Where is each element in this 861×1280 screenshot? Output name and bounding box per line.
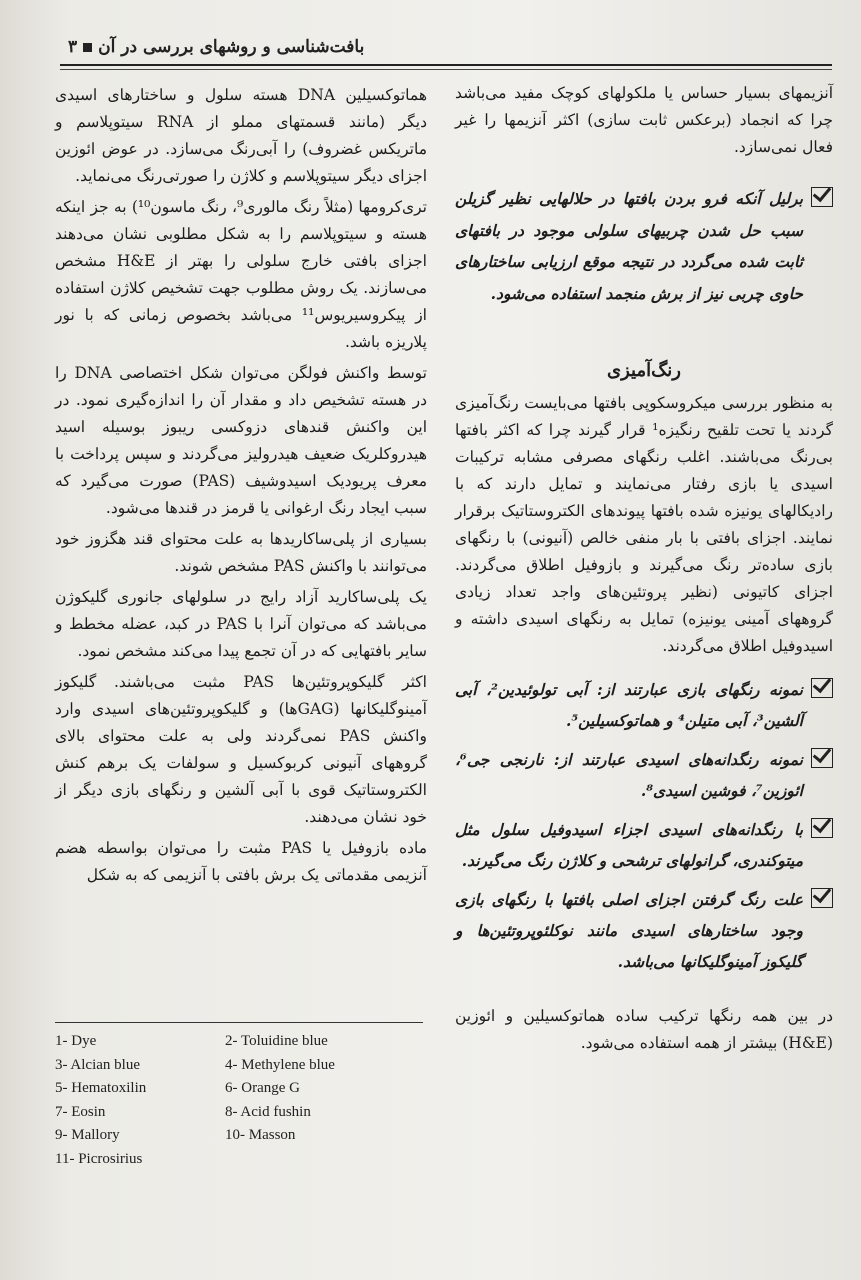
footnote-item: 6- Orange G bbox=[225, 1080, 300, 1096]
footnote-item: 8- Acid fushin bbox=[225, 1103, 311, 1120]
paragraph-glycoproteins: اکثر گلیکوپروتئین‌ها PAS مثبت می‌باشند. گلیکوز آمینوگلیکانها (GAGها) و گلیکوپروتئین‌های اسیدی وارد واکنش PAS نمی‌گردند ولی به علت محتوای بالای گروههای آنیونی کربوکسیل و سولفات یک برهم کنش الکتروستاتیک قوی با آبی آلشین و رنگهای بازی دیگر از خود نشان می‌دهند. bbox=[55, 673, 427, 826]
header-rule-thick bbox=[60, 64, 832, 66]
check-text: نمونه رنگدانه‌های اسیدی عبارتند از: نارنجی جی⁶، ائوزین⁷، فوشین اسیدی⁸. bbox=[455, 750, 803, 800]
footnote-item: 7- Eosin bbox=[55, 1103, 106, 1120]
footnote-item bbox=[225, 1148, 375, 1171]
footnote-item: 3- Alcian blue bbox=[55, 1056, 140, 1073]
running-header bbox=[60, 34, 830, 60]
note-fat-text: برلیل آنکه فرو بردن بافتها در حلالهایی نظیر گزیلن سبب حل شدن چربیهای سلولی موجود در بافتهای ثابت شده می‌گردد در نتیجه موقع ارزیابی ساختارهای حاوی چربی نیز از برش منجمد استفاده می‌شود. bbox=[455, 189, 803, 303]
header-rule-thin bbox=[60, 69, 832, 70]
checkbox-icon bbox=[811, 678, 833, 698]
footnote-item: 2- Toluidine blue bbox=[225, 1033, 328, 1049]
footnote-item: 4- Methylene blue bbox=[225, 1056, 335, 1073]
checkbox-icon bbox=[811, 818, 833, 838]
footnotes bbox=[55, 1030, 375, 1170]
left-column bbox=[55, 82, 427, 893]
check-text: علت رنگ گرفتن اجزای اصلی بافتها با رنگهای بازی وجود ساختارهای اسیدی مانند نوکلئوپروتئین‌ها و گلیکوز آمینوگلیکانها می‌باشد. bbox=[455, 890, 803, 971]
note-fat-item bbox=[455, 183, 833, 309]
staining-paragraph: به منظور بررسی میکروسکوپی بافتها می‌بایست رنگ‌آمیزی گردند یا تحت تلقیح رنگیزه¹ قرار گیرند چرا که اکثر بافتها بی‌رنگ می‌باشند. اغلب رنگهای مصرفی مشابه ترکیبات اسیدی یا بازی رفتار می‌نمایند و تمایل دارند که با رادیکالهای یونیزه شده بافتها پیوندهای الکتروستاتیک برقرار نمایند. اجزای بافتی با بار منفی خالص (آنیونی) با رنگهای بازی ساده‌تر رنگ می‌گیرند و بازوفیل اطلاق می‌گردند. اجزای کاتیونی (نظیر پروتئین‌های واجد تعداد زیادی گروههای آمینی یونیزه) تمایل به رنگهای اسیدی داشته و اسیدوفیل اطلاق می‌گردند. bbox=[455, 394, 833, 655]
page-number: ۳ bbox=[68, 37, 78, 57]
check-item-basophil bbox=[455, 884, 833, 977]
check-item-acid-dyes bbox=[455, 744, 833, 806]
paragraph-hematoxylin: هماتوکسیلین DNA هسته سلول و ساختارهای اسیدی دیگر (مانند قسمتهای مملو از RNA سیتوپلاسم و ماتریکس غضروف) را آبی‌رنگ می‌سازد. در عوض ائوزین اجزای دیگر سیتوپلاسم و کلاژن را صورتی‌رنگ می‌نماید. bbox=[55, 86, 427, 185]
checkbox-icon bbox=[811, 748, 833, 768]
intro-paragraph: آنزیمهای بسیار حساس یا ملکولهای کوچک مفید می‌باشد چرا که انجماد (برعکس ثابت سازی) اکثر آنزیمها را غیر فعال نمی‌سازد. bbox=[455, 84, 833, 156]
paragraph-feulgen: توسط واکنش فولگن می‌توان شکل اختصاصی DNA را در هسته تشخیص داد و مقدار آن را اندازه‌گیری نمود. در این واکنش قندهای دزوکسی ریبوز بوسیله اسید هیدروکلریک ضعیف هیدرولیز می‌گردند و سپس پرداخت با معرف پریودیک اسیدوشیف (PAS) صورت می‌گیرد که سبب ایجاد رنگ ارغوانی یا قرمز در قندها می‌شود. bbox=[55, 364, 428, 517]
footnote-item: 9- Mallory bbox=[55, 1127, 120, 1143]
header-title: بافت‌شناسی و روشهای بررسی در آن bbox=[98, 37, 365, 57]
check-item-basic-dyes bbox=[455, 674, 833, 736]
footnote-rule bbox=[55, 1022, 423, 1023]
check-text: با رنگدانه‌های اسیدی اجزاء اسیدوفیل سلول مثل میتوکندری، گرانولهای ترشحی و کلاژن رنگ می‌گیرند. bbox=[455, 820, 803, 870]
checkbox-icon bbox=[811, 888, 833, 908]
check-text: نمونه رنگهای بازی عبارتند از: آبی تولوئیدین²، آبی آلشین³، آبی متیلن⁴ و هماتوکسیلین⁵. bbox=[455, 680, 803, 730]
paragraph-enzymatic: ماده بازوفیل یا PAS مثبت را می‌توان بواسطه هضم آنزیمی مقدماتی یک برش بافتی با آنزیمی که به شکل bbox=[55, 839, 428, 884]
footnote-item: 10- Masson bbox=[225, 1127, 296, 1143]
footnote-item: 1- Dye bbox=[55, 1033, 97, 1049]
right-column bbox=[455, 80, 833, 1061]
footnote-item: 5- Hematoxilin bbox=[55, 1080, 147, 1096]
paragraph-polysaccharides: بسیاری از پلی‌ساکاریدها به علت محتوای قند هگزوز خود می‌توانند با واکنش PAS مشخص شوند. bbox=[55, 530, 427, 575]
checkbox-icon bbox=[811, 187, 833, 207]
check-item-acidophil bbox=[455, 814, 833, 876]
section-heading: رنگ‌آمیزی bbox=[607, 360, 681, 381]
paragraph-glycogen: یک پلی‌ساکارید آزاد رایج در سلولهای جانوری گلیکوژن می‌باشد که می‌توان آنرا با PAS در کبد، عضله مخطط و سایر بافتهایی که در آن تجمع پیدا می‌کند مشخص نمود. bbox=[55, 588, 427, 660]
paragraph-trichrome: تری‌کرومها (مثلاً رنگ مالوری⁹، رنگ ماسون¹⁰) به جز اینکه هسته و سیتوپلاسم را به شکل مطلوبی نشان می‌دهند اجزای بافتی خارج سلولی را بهتر از H&E مشخص می‌سازند. یک روش مطلوب جهت تشخیص کلاژن استفاده از پیکروسیریوس¹¹ می‌باشد بخصوص زمانی که با نور پلاریزه باشد. bbox=[55, 198, 427, 351]
closing-paragraph: در بین همه رنگها ترکیب ساده هماتوکسیلین و ائوزین (H&E) بیشتر از همه استفاده می‌شود. bbox=[455, 1007, 833, 1052]
footnote-item: 11- Picrosirius bbox=[55, 1150, 143, 1167]
square-bullet-icon bbox=[83, 43, 92, 52]
